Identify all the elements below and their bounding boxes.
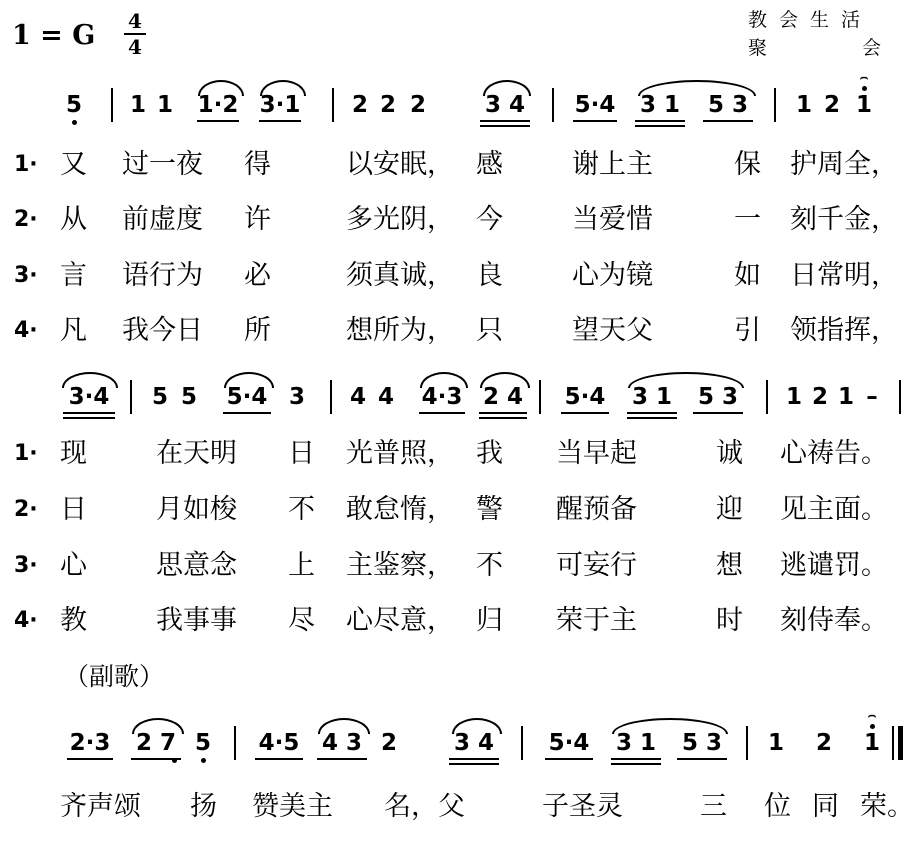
lyric-word: 逃谴罚。	[780, 550, 888, 581]
lyric-word: 见主面。	[780, 494, 888, 525]
lyric-word: 尽	[288, 605, 315, 636]
note-digits: 2 7	[135, 730, 176, 756]
lyric-word: 当早起	[556, 438, 637, 469]
lyric-word: 不	[288, 494, 315, 525]
note-group	[702, 92, 754, 122]
lyric-word: 现	[60, 438, 87, 469]
lyric-word: 荣于主	[556, 605, 637, 636]
note-group	[838, 384, 854, 414]
note-digits: 1	[796, 92, 813, 118]
slur-arc	[612, 718, 728, 734]
note-digits: 5·4	[574, 92, 616, 118]
note-digits: 2	[812, 384, 829, 410]
note-digits: 5	[65, 92, 82, 118]
high-octave-dot	[870, 724, 875, 729]
lyric-word: 必	[244, 260, 271, 291]
lyric-word: 赞美主	[252, 791, 333, 822]
bar-line	[111, 88, 113, 122]
source-line-2	[748, 34, 881, 62]
bar-line	[234, 726, 236, 760]
note-group	[196, 92, 240, 122]
note-group	[676, 730, 728, 760]
note-digits: 5 3	[697, 384, 738, 410]
note-group	[479, 92, 531, 122]
note-digits: 3 1	[631, 384, 672, 410]
lyric-word: 日	[60, 494, 87, 525]
note-digits: 3 4	[453, 730, 494, 756]
note-group	[258, 92, 302, 122]
note-group	[418, 384, 466, 414]
slur-arc	[420, 372, 468, 388]
lyric-word: 所	[244, 315, 271, 346]
note-group	[544, 730, 594, 760]
bar-line	[130, 380, 132, 414]
lyric-word: 引	[734, 315, 761, 346]
lyric-word: 醒预备	[556, 494, 637, 525]
note-digits: 2	[380, 92, 397, 118]
note-group	[692, 384, 744, 414]
bar-line	[899, 380, 901, 414]
lyric-word: 警	[476, 494, 503, 525]
note-digits: 4·5	[258, 730, 300, 756]
note-digits: 4 3	[321, 730, 362, 756]
slur-arc	[480, 372, 530, 388]
verse-number: 2·	[14, 207, 38, 232]
lyric-word: 我事事	[156, 605, 237, 636]
note-digits: 1	[130, 92, 147, 118]
chorus-label: （副歌）	[64, 662, 165, 691]
note-group	[864, 708, 881, 760]
lyric-word: 想所为，	[346, 315, 454, 346]
note-digits: 5	[152, 384, 169, 410]
lyric-word: 当爱惜	[572, 204, 653, 235]
source-line-2-left: 聚	[748, 37, 768, 59]
note-group	[560, 384, 610, 414]
slur-arc	[198, 80, 244, 96]
lyric-word: 今	[476, 204, 503, 235]
verse-number: 1·	[14, 441, 38, 466]
lyric-word: 谢上主	[572, 149, 653, 180]
lyric-word: 位	[764, 791, 791, 822]
lyric-word: 一	[734, 204, 761, 235]
lyric-word: 齐声颂	[60, 791, 141, 822]
lyric-word: 我	[476, 438, 503, 469]
note-digits: 4	[350, 384, 367, 410]
lyric-word: 可妄行	[556, 550, 637, 581]
note-group	[350, 384, 366, 414]
lyric-word: 刻千金，	[790, 204, 898, 235]
lyric-word: 不	[476, 550, 503, 581]
note-group	[478, 384, 528, 414]
note-group	[352, 92, 368, 122]
source-credit	[748, 6, 881, 62]
slur-arc	[318, 718, 370, 734]
key-signature: 1 = G	[12, 20, 96, 51]
bar-line	[330, 380, 332, 414]
note-group	[65, 92, 83, 122]
note-group	[380, 730, 398, 760]
lyric-word: 扬	[190, 791, 217, 822]
note-digits: 1	[768, 730, 785, 756]
lyric-word: 日	[288, 438, 315, 469]
lyric-word: 望天父	[572, 315, 653, 346]
lyric-word: 前虚度	[122, 204, 203, 235]
note-digits: 1	[856, 92, 873, 118]
note-digits: 4·3	[421, 384, 463, 410]
note-group	[378, 384, 394, 414]
verse-number: 2·	[14, 497, 38, 522]
lyric-word: 光普照，	[346, 438, 454, 469]
lyric-word: 心尽意，	[346, 605, 454, 636]
lyric-word: 教	[60, 605, 87, 636]
lyric-word: 得	[244, 149, 271, 180]
note-digits: 3 1	[639, 92, 680, 118]
note-group	[194, 730, 212, 760]
note-digits: 2·3	[69, 730, 111, 756]
slur-arc	[638, 80, 756, 96]
lyric-word: 领指挥，	[790, 315, 898, 346]
lyric-word: 过一夜	[122, 149, 203, 180]
lyric-word: 言	[60, 260, 87, 291]
lyric-word: 刻侍奉。	[780, 605, 888, 636]
bar-line	[539, 380, 541, 414]
lyric-word: 日常明，	[790, 260, 898, 291]
note-group	[62, 384, 116, 414]
bar-line	[892, 726, 894, 760]
bar-line	[898, 726, 903, 760]
slur-arc	[132, 718, 184, 734]
note-digits: 3·1	[259, 92, 301, 118]
lyric-word: 感	[476, 149, 503, 180]
note-digits: 3	[289, 384, 306, 410]
lyric-word: 三	[700, 791, 727, 822]
lyric-word: 时	[716, 605, 743, 636]
note-group	[66, 730, 114, 760]
note-digits: 5	[194, 730, 211, 756]
note-group	[130, 92, 146, 122]
slur-arc	[260, 80, 306, 96]
note-digits: 5 3	[681, 730, 722, 756]
lyric-word: 荣。	[860, 791, 914, 822]
lyric-word: 以安眠，	[346, 149, 454, 180]
lyric-word: 迎	[716, 494, 743, 525]
note-digits: 2 4	[482, 384, 523, 410]
lyric-word: 心	[60, 550, 87, 581]
fermata-icon: ⌢	[859, 70, 869, 85]
note-digits: 5·4	[564, 384, 606, 410]
lyric-word: 归	[476, 605, 503, 636]
note-group	[289, 384, 305, 414]
note-group	[380, 92, 396, 122]
low-octave-dot	[201, 758, 206, 763]
lyric-word: 同	[812, 791, 839, 822]
note-group	[448, 730, 500, 760]
lyric-word: 心祷告。	[780, 438, 888, 469]
slur-arc	[483, 80, 531, 96]
note-digits: 1	[157, 92, 174, 118]
note-group	[572, 92, 618, 122]
note-digits: 1	[786, 384, 803, 410]
note-digits: 5·4	[226, 384, 268, 410]
verse-number: 3·	[14, 263, 38, 288]
lyric-word: 想	[716, 550, 743, 581]
bar-line	[552, 88, 554, 122]
note-digits: 5	[181, 384, 198, 410]
note-group	[824, 92, 840, 122]
source-line-1: 教会生活	[748, 9, 873, 31]
lyric-word: 保	[734, 149, 761, 180]
note-digits: 2	[410, 92, 427, 118]
note-group	[634, 92, 686, 122]
note-group	[816, 730, 832, 760]
note-digits: 3 4	[484, 92, 525, 118]
note-group	[152, 384, 168, 414]
lyric-word: 主鉴察，	[346, 550, 454, 581]
note-digits: 5·4	[548, 730, 590, 756]
lyric-word: 良	[476, 260, 503, 291]
note-digits: 2	[824, 92, 841, 118]
lyric-word: 月如梭	[156, 494, 237, 525]
note-group	[856, 70, 873, 122]
note-group	[254, 730, 304, 760]
lyric-word: 从	[60, 204, 87, 235]
bar-line	[766, 380, 768, 414]
lyric-word: 许	[244, 204, 271, 235]
lyric-word: 诚	[716, 438, 743, 469]
lyric-word: 名，父	[384, 791, 465, 822]
lyric-word: 语行为	[122, 260, 203, 291]
verse-number: 1·	[14, 152, 38, 177]
lyric-word: 多光阴，	[346, 204, 454, 235]
lyric-word: 心为镜	[572, 260, 653, 291]
note-digits: 3 1	[615, 730, 656, 756]
lyric-word: 敢怠惰，	[346, 494, 454, 525]
note-group	[626, 384, 678, 414]
note-group	[796, 92, 812, 122]
low-octave-dot	[172, 758, 177, 763]
time-signature-top: 4	[128, 9, 142, 33]
note-digits: 2	[352, 92, 369, 118]
verse-number: 4·	[14, 608, 38, 633]
note-digits: 2	[816, 730, 833, 756]
lyric-word: 又	[60, 149, 87, 180]
note-group	[130, 730, 182, 760]
verse-number: 3·	[14, 553, 38, 578]
time-signature	[124, 10, 146, 58]
fermata-icon: ⌢	[867, 708, 877, 723]
lyric-word: 如	[734, 260, 761, 291]
note-group	[786, 384, 802, 414]
slur-arc	[452, 718, 502, 734]
note-digits: –	[866, 384, 878, 410]
lyric-word: 上	[288, 550, 315, 581]
verse-number: 4·	[14, 318, 38, 343]
note-group	[862, 384, 882, 414]
bar-line	[746, 726, 748, 760]
note-digits: 3·4	[68, 384, 110, 410]
lyric-word: 思意念	[156, 550, 237, 581]
note-group	[181, 384, 197, 414]
note-group	[812, 384, 828, 414]
bar-line	[332, 88, 334, 122]
note-digits: 1·2	[197, 92, 239, 118]
note-group	[610, 730, 662, 760]
lyric-word: 在天明	[156, 438, 237, 469]
lyric-word: 我今日	[122, 315, 203, 346]
slur-arc	[224, 372, 274, 388]
low-octave-dot	[72, 120, 77, 125]
note-digits: 2	[380, 730, 397, 756]
note-group	[410, 92, 426, 122]
note-digits: 1	[838, 384, 855, 410]
time-signature-bottom: 4	[128, 35, 142, 59]
lyric-word: 凡	[60, 315, 87, 346]
lyric-word: 须真诚，	[346, 260, 454, 291]
lyric-word: 子圣灵	[542, 791, 623, 822]
slur-arc	[628, 372, 744, 388]
bar-line	[521, 726, 523, 760]
lyric-word: 护周全，	[790, 149, 898, 180]
lyric-word: 只	[476, 315, 503, 346]
source-line-2-right: 会	[861, 37, 881, 59]
note-group	[316, 730, 368, 760]
bar-line	[774, 88, 776, 122]
note-group	[157, 92, 173, 122]
slur-arc	[62, 372, 118, 388]
note-digits: 4	[378, 384, 395, 410]
note-digits: 5 3	[707, 92, 748, 118]
high-octave-dot	[862, 86, 867, 91]
note-group	[768, 730, 784, 760]
note-digits: 1	[864, 730, 881, 756]
note-group	[222, 384, 272, 414]
